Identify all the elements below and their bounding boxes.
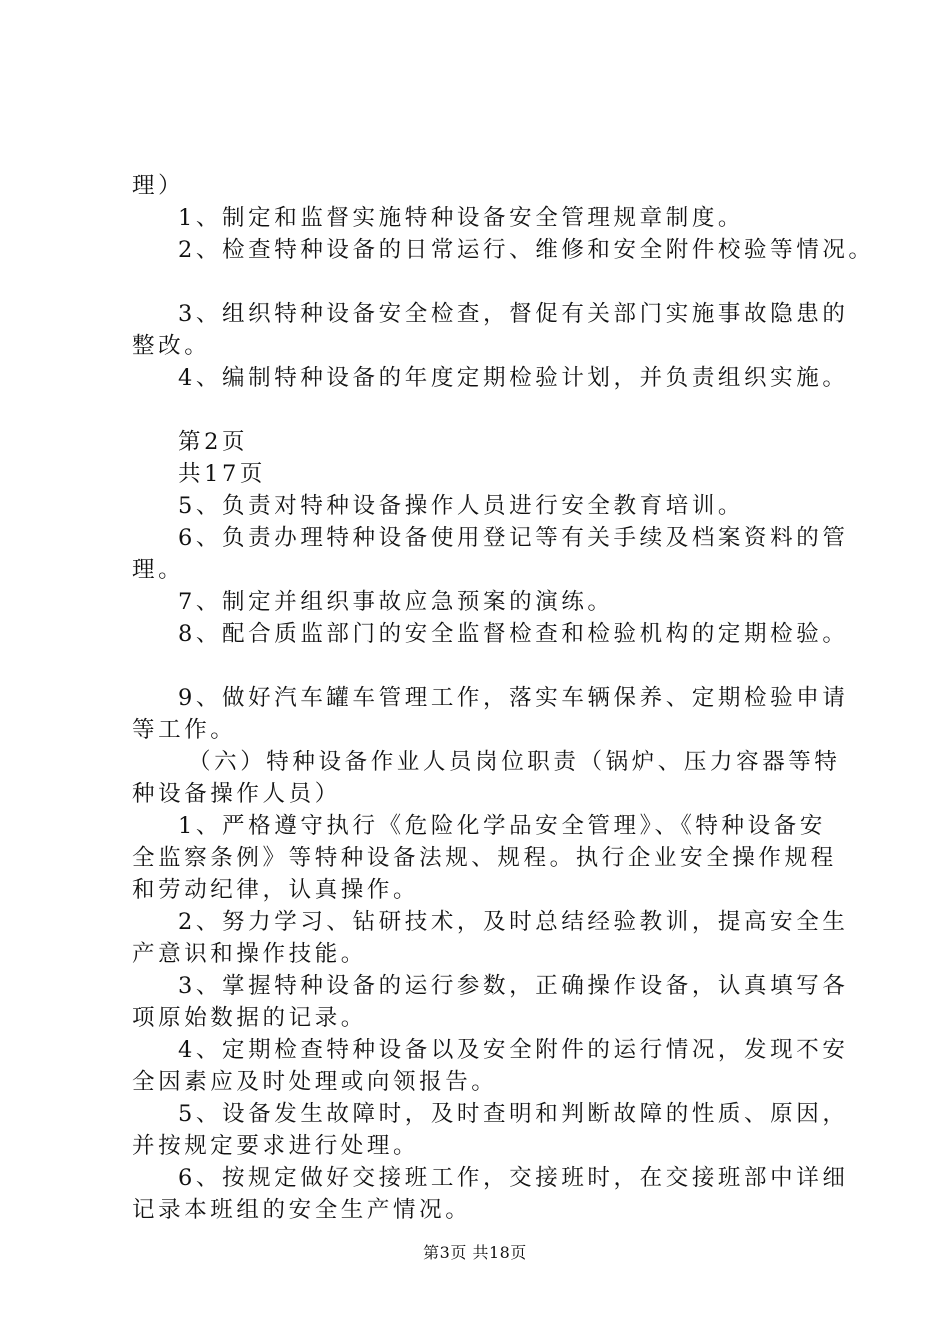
text-line: 1、制定和监督实施特种设备安全管理规章制度。 <box>178 205 745 231</box>
text-line: 4、定期检查特种设备以及安全附件的运行情况，发现不安 <box>178 1037 849 1063</box>
text-line: 全因素应及时处理或向领报告。 <box>132 1069 498 1095</box>
section-heading: （六）特种设备作业人员岗位职责（锅炉、压力容器等特 <box>188 749 841 775</box>
page-footer: 第3页 共18页 <box>423 1243 527 1262</box>
text-line: 产意识和操作技能。 <box>132 941 367 967</box>
text-line: 5、设备发生故障时，及时查明和判断故障的性质、原因， <box>178 1101 849 1127</box>
text-line: 和劳动纪律，认真操作。 <box>132 877 420 903</box>
document-body <box>132 170 875 1226</box>
section-heading-continued: 种设备操作人员） <box>132 781 341 807</box>
text-line: 1、严格遵守执行《危险化学品安全管理》、《特种设备安 <box>178 813 826 839</box>
text-line: 3、掌握特种设备的运行参数，正确操作设备，认真填写各 <box>178 973 849 999</box>
text-line: 2、努力学习、钻研技术，及时总结经验教训，提高安全生 <box>178 909 849 935</box>
text-line: 5、负责对特种设备操作人员进行安全教育培训。 <box>178 493 745 519</box>
text-line: 理。 <box>132 557 185 583</box>
text-line: 8、配合质监部门的安全监督检查和检验机构的定期检验。 <box>178 621 849 647</box>
inline-page-number: 第2页 <box>178 429 249 455</box>
text-line: 4、编制特种设备的年度定期检验计划，并负责组织实施。 <box>178 365 849 391</box>
text-line: 2、检查特种设备的日常运行、维修和安全附件校验等情况。 <box>178 237 875 263</box>
text-line: 等工作。 <box>132 717 237 743</box>
text-line: 3、组织特种设备安全检查，督促有关部门实施事故隐患的 <box>178 301 849 327</box>
text-line: 理） <box>132 173 185 199</box>
text-line: 9、做好汽车罐车管理工作，落实车辆保养、定期检验申请 <box>178 685 849 711</box>
text-line: 6、负责办理特种设备使用登记等有关手续及档案资料的管 <box>178 525 849 551</box>
text-line: 6、按规定做好交接班工作，交接班时，在交接班部中详细 <box>178 1165 849 1191</box>
text-line: 全监察条例》等特种设备法规、规程。执行企业安全操作规程 <box>132 845 837 871</box>
text-line: 项原始数据的记录。 <box>132 1005 367 1031</box>
blank-line <box>132 650 844 682</box>
text-line: 7、制定并组织事故应急预案的演练。 <box>178 589 614 615</box>
blank-line <box>132 266 844 298</box>
blank-line <box>132 394 844 426</box>
text-line: 记录本班组的安全生产情况。 <box>132 1197 472 1223</box>
inline-page-total: 共17页 <box>178 461 267 487</box>
text-line: 并按规定要求进行处理。 <box>132 1133 420 1159</box>
text-line: 整改。 <box>132 333 211 359</box>
